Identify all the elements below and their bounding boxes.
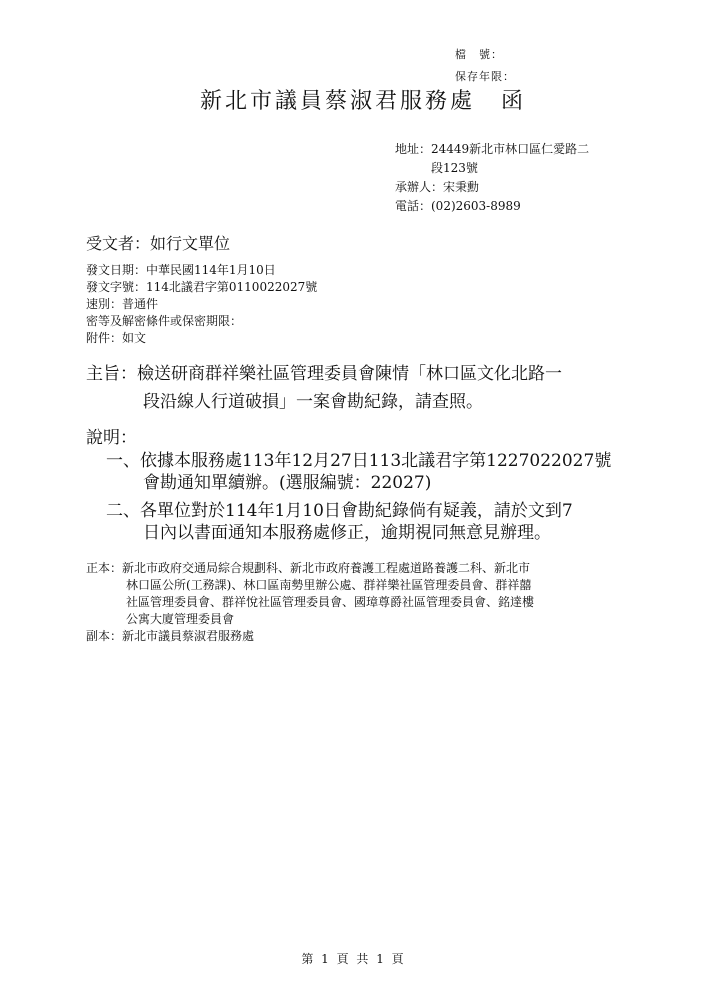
- original-recipients-line: 林口區公所(工務課)、林口區南勢里辦公處、群祥樂社區管理委員會、群祥囍: [126, 578, 532, 592]
- description-item-line: 二、各單位對於114年1月10日會勘紀錄倘有疑義，請於文到7: [106, 501, 573, 521]
- address-line-2: 段123號: [431, 161, 478, 175]
- description-item-line: 一、依據本服務處113年12月27日113北議君字第1227022027號: [106, 451, 612, 471]
- description-list: [106, 450, 611, 550]
- document-number: 發文字號：114北議君字第0110022027號: [86, 280, 318, 294]
- issuing-organization: 新北市議員蔡淑君服務處: [200, 89, 476, 114]
- document-type: 函: [501, 89, 527, 114]
- retention-period-label: 保存年限：: [455, 70, 515, 83]
- recipient: 受文者：如行文單位: [86, 234, 231, 253]
- distribution-list: [86, 560, 534, 645]
- handler: 承辦人：宋秉勳: [395, 180, 480, 194]
- subject-section: [86, 360, 562, 416]
- original-recipients-line: 正本：新北市政府交通局綜合規劃科、新北市政府養護工程處道路養護二科、新北市: [86, 561, 531, 575]
- original-recipients-line: 社區管理委員會、群祥悅社區管理委員會、國璋尊爵社區管理委員會、銘達樓: [126, 595, 535, 609]
- original-recipients-line: 公寓大廈管理委員會: [126, 612, 235, 626]
- contact-block: [395, 140, 589, 216]
- speed-class: 速別：普通件: [86, 297, 159, 311]
- description-item-line: 日內以書面通知本服務處修正，逾期視同無意見辦理。: [143, 523, 551, 543]
- issue-date: 發文日期：中華民國114年1月10日: [86, 263, 276, 277]
- subject-line-2: 段沿線人行道破損」一案會勘紀錄，請查照。: [143, 392, 483, 412]
- description-item-1: [106, 450, 611, 494]
- address-line-1: 地址：24449新北市林口區仁愛路二: [395, 142, 590, 156]
- file-number-label: 檔 號：: [455, 48, 503, 61]
- copy-recipients: 副本：新北市議員蔡淑君服務處: [86, 629, 255, 643]
- secrecy-level: 密等及解密條件或保密期限：: [86, 314, 243, 328]
- page-number: 第 1 頁 共 1 頁: [301, 952, 406, 966]
- description-item-2: [106, 500, 611, 544]
- attachment: 附件：如文: [86, 331, 147, 345]
- document-title: [200, 84, 526, 115]
- description-label: 說明：: [86, 428, 137, 448]
- phone: 電話：(02)2603-8989: [395, 199, 521, 213]
- description-item-line: 會勘通知單續辦。(選服編號：22027): [143, 473, 432, 493]
- document-meta: [86, 262, 317, 347]
- subject-line-1: 主旨：檢送研商群祥樂社區管理委員會陳情「林口區文化北路一: [86, 364, 562, 384]
